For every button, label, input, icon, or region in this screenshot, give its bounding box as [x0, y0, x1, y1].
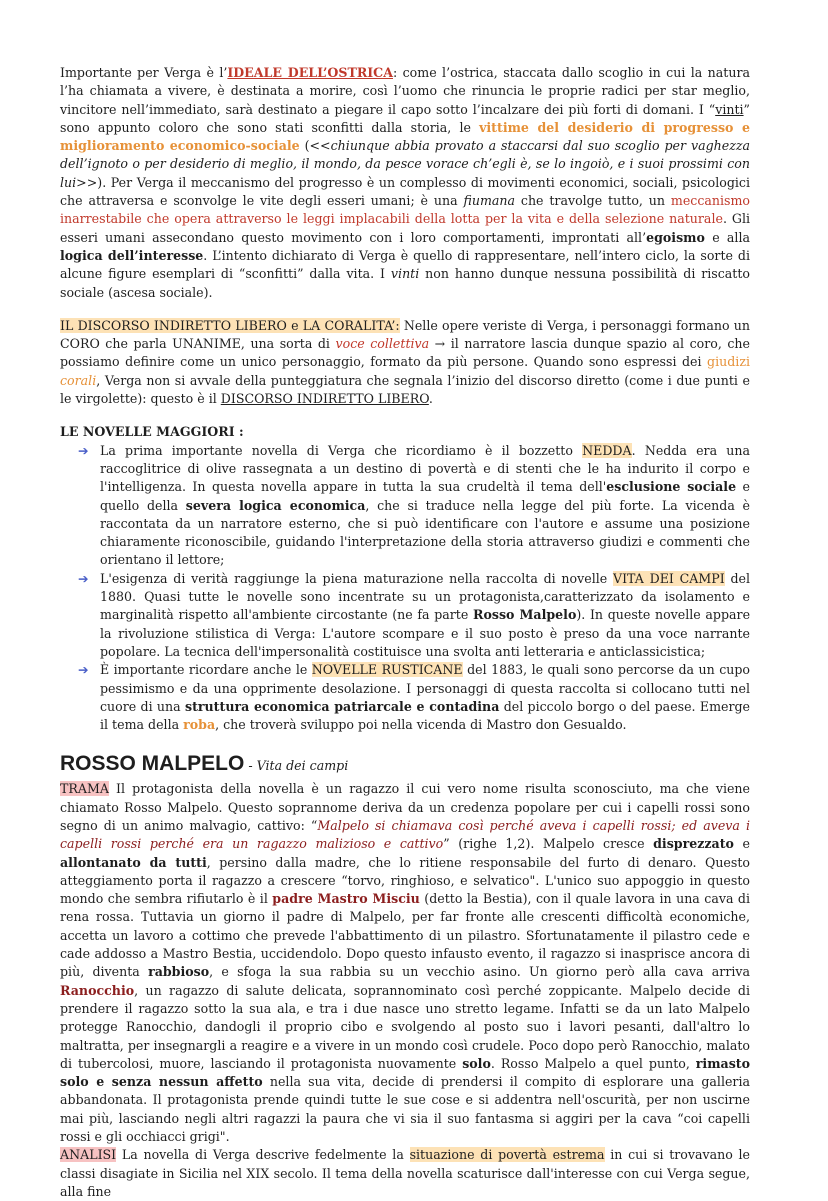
paragraph-trama: TRAMA Il protagonista della novella è un ragazzo il cui vero nome risulta sconosciuto, ma che viene chiamato Rosso Malpelo. Questo soprannome deriva da un credenza popolare per cui i capelli rossi sono segno di un animo malvagio, cattivo: “Malpelo si chiamava così perché aveva i capelli rossi; ed aveva i capelli rossi perché era un ragazzo malizioso e cattivo” (righe 1,2). Malpelo cresce disprezzato e allontanato da tutti, persino dalla madre, che lo ritiene responsabile del furto di denaro. Questo atteggiamento porta il ragazzo a crescere “torvo, ringhioso, e selvatico". L'unico suo appoggio in questo mondo che sembra rifiutarlo è il padre Mastro Misciu (detto la Bestia), con il quale lavora in una cava di rena rossa. Tuttavia un giorno il padre di Malpelo, per far fronte alle crescenti difficoltà economiche, accetta un lavoro a cottimo che prevede l'abbattimento di un pilastro. Sfortunatamente il pilastro cede e cade addosso a Mastro Bestia, uccidendolo. Dopo questo infausto evento, il ragazzo si inasprisce ancora di più, diventa rabbioso, e sfoga la sua rabbia su un vecchio asino. Un giorno però alla cava arriva Ranocchio, un ragazzo di salute delicata, soprannominato così perché zoppicante. Malpelo decide di prendere il ragazzo sotto la sua ala, e tra i due nasce uno stretto legame. Infatti se da un lato Malpelo protegge Ranocchio, dandogli il proprio cibo e svolgendo al posto suo i lavori pesanti, dall'altro lo maltratta, per insegnargli a reagire e a vivere in un mondo così crudele. Poco dopo però Ranocchio, malato di tubercolosi, muore, lasciando il protagonista nuovamente solo. Rosso Malpelo a quel punto, rimasto solo e senza nessun affetto nella sua vita, decide di prendersi il compito di esplorare una galleria abbandonata. Il protagonista prende quindi tutte le sue cose e si addentra nell'oscurità, per non uscirne mai più, lasciando negli altri ragazzi la paura che vi sia il suo fantasma si aggiri per la cava “coi capelli rossi e gli occhiacci grigi".: [60, 781, 751, 1145]
arrow-icon: ➔: [78, 570, 89, 586]
rosso-malpelo-title: ROSSO MALPELO - Vita dei campi: [60, 752, 349, 776]
ideale-ostrica-term: IDEALE DELL’OSTRICA: [227, 65, 393, 80]
paragraph-ostrica: Importante per Verga è l’IDEALE DELL’OSTRICA: come l’ostrica, staccata dallo scoglio in cui la natura l’ha chiamata a vivere, è destinata a morire, così l’uomo che rinuncia le proprie radici per star meglio, vincitore nell’immediato, sarà destinato a piegare il capo sotto l’incalzare dei più forti di domani. I “vinti” sono appunto coloro che sono stati sconfitti dalla storia, le vittime del desiderio di progresso e miglioramento economico-sociale (<<chiunque abbia provato a staccarsi dal suo scoglio per vaghezza dell’ignoto o per desiderio di meglio, il mondo, da pesce vorace ch’egli è, se lo ingoiò, e i suoi prossimi con lui>>). Per Verga il meccanismo del progresso è un complesso di movimenti economici, sociali, psicologici che attraversa e sconvolge le vite degli esseri umani; è una fiumana che travolge tutto, un meccanismo inarrestabile che opera attraverso le leggi implacabili della lotta per la vita e della selezione naturale. Gli esseri umani assecondano questo movimento con i loro comportamenti, improntati all’egoismo e alla logica dell’interesse. L’intento dichiarato di Verga è quello di rappresentare, nell’intero ciclo, la sorte di alcune figure esemplari di “sconfitti” dalla vita. I vinti non hanno dunque nessuna possibilità di riscatto sociale (ascesa sociale).: [60, 65, 751, 300]
paragraph-discorso-indiretto: IL DISCORSO INDIRETTO LIBERO e LA CORALITA’: Nelle opere veriste di Verga, i personaggi formano un CORO che parla UNANIME, una sorta di voce collettiva → il narratore lascia dunque spazio al coro, che possiamo definire come un unico personaggio, formato da più persone. Quando sono espressi dei giudizi corali, Verga non si avvale della punteggiatura che segnala l’inizio del discorso diretto (come i due punti e le virgolette): questo è il DISCORSO INDIRETTO LIBERO.: [60, 317, 750, 407]
trama-label: TRAMA: [60, 781, 109, 797]
discorso-heading: IL DISCORSO INDIRETTO LIBERO e LA CORALITA’:: [60, 317, 400, 333]
malpelo-quote: Malpelo si chiamava così perché aveva i capelli rossi; ed aveva i capelli rossi perché era un ragazzo malizioso e cattivo: [60, 817, 750, 852]
vittime-term: vittime del desiderio di progresso e miglioramento economico-sociale: [60, 119, 750, 154]
list-item-vita-dei-campi: ➔ L'esigenza di verità raggiunge la piena maturazione nella raccolta di novelle VITA DEI CAMPI del 1880. Quasi tutte le novelle sono incentrate su un protagonista,caratterizzato da isolamento e marginalità rispetto all'ambiente circostante (ne fa parte Rosso Malpelo). In queste novelle appare la rivoluzione stilistica di Verga: L'autore scompare e il suo posto è preso da una voce narrante popolare. La tecnica dell'impersonalità costituisce una svolta anti letteraria e anticlassicistica;: [78, 570, 751, 659]
arrow-icon: ➔: [78, 442, 89, 458]
novelle-list: [60, 442, 750, 735]
paragraph-analisi: ANALISI La novella di Verga descrive fedelmente la situazione di povertà estrema in cui si trovavano le classi disagiate in Sicilia nel XIX secolo. Il tema della novella scaturisce dall'interesse con cui Verga segue, alla fine: [60, 1147, 751, 1199]
document-page: [60, 64, 750, 1201]
novelle-heading: LE NOVELLE MAGGIORI :: [60, 424, 244, 440]
list-item-nedda: ➔ La prima importante novella di Verga che ricordiamo è il bozzetto NEDDA. Nedda era una raccoglitrice di olive rassegnata a un destino di povertà e di stenti che le ha indurito il corpo e l'intelligenza. In questa novella appare in tutta la sua crudeltà il tema dell'esclusione sociale e quello della severa logica economica, che si traduce nella legge del più forte. La vicenda è raccontata da un narratore esterno, che si può identificare con l'autore e assume una posizione chiaramente riconoscibile, guidando l'interpretazione della storia attraverso giudizi e commenti che orientano il lettore;: [78, 442, 750, 568]
meccanismo-term: meccanismo inarrestabile che opera attraverso le leggi implacabili della lotta per la vita e della selezione naturale: [60, 193, 751, 227]
analisi-label: ANALISI: [60, 1147, 117, 1163]
rosso-malpelo-subtitle: - Vita dei campi: [244, 758, 349, 774]
arrow-icon: ➔: [78, 662, 89, 678]
verga-quote: chiunque abbia provato a staccarsi dal suo scoglio per vaghezza dell’ignoto o per desiderio di meglio, il mondo, da pesce vorace ch’egli è, se lo ingoiò, e i suoi prossimi con lui: [60, 138, 750, 190]
list-item-novelle-rusticane: ➔ È importante ricordare anche le NOVELLE RUSTICANE del 1883, le quali sono percorse da un cupo pessimismo e da una opprimente desolazione. I personaggi di questa raccolta si collocano tutti nel cuore di una struttura economica patriarcale e contadina del piccolo borgo o del paese. Emerge il tema della roba, che troverà sviluppo poi nella vicenda di Mastro don Gesualdo.: [78, 662, 750, 733]
